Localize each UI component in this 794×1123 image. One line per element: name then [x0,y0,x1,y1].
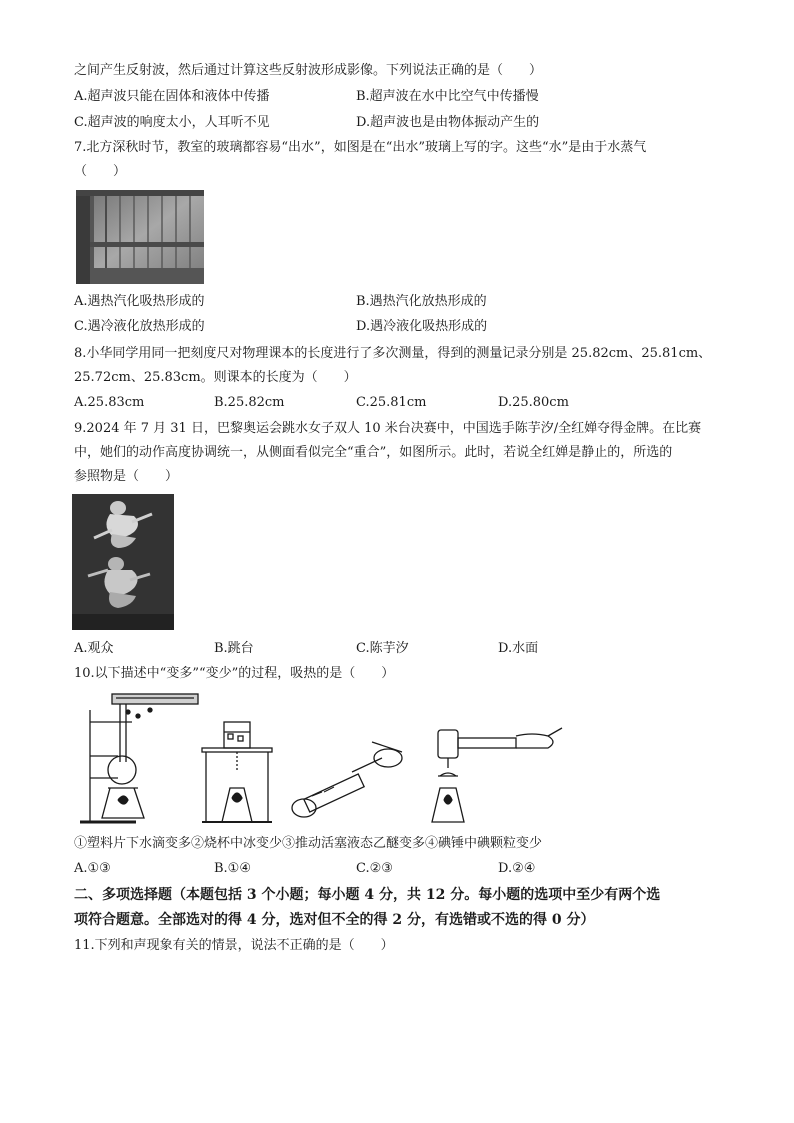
q6-option-c: C.超声波的响度太小，人耳听不见 [74,115,270,130]
q10-option-d: D.②④ [498,861,536,876]
q10-caption: ①塑料片下水滴变多②烧杯中冰变少③推动活塞液态乙醚变多④碘锤中碘颗粒变少 [74,836,543,851]
diagram-3-syringe [292,742,402,817]
diagram-4-iodine-hammer [432,728,562,822]
q7-stem-line1: 7.北方深秋时节，教室的玻璃都容易“出水”，如图是在“出水”玻璃上写的字。这些“水”是由于水蒸气 [74,140,647,155]
q7-window-photo [76,190,204,284]
q9-option-d: D.水面 [498,641,539,656]
q8-option-d: D.25.80cm [498,395,569,410]
q10-option-b: B.①④ [214,861,251,876]
q10-experiment-diagrams [72,692,572,832]
q7-option-c: C.遇冷液化放热形成的 [74,319,205,334]
diagram-2-beaker-lamp [202,722,272,822]
q11-stem: 11.下列和声现象有关的情景，说法不正确的是（ ） [74,938,394,953]
q10-option-a: A.①③ [74,861,111,876]
q8-option-b: B.25.82cm [214,395,285,410]
q7-option-a: A.遇热汽化吸热形成的 [74,294,205,309]
q8-stem-line1: 8.小华同学用同一把刻度尺对物理课本的长度进行了多次测量，得到的测量记录分别是 25.82cm、25.81cm、 [74,346,712,361]
section-2-heading-line2: 项符合题意。全部选对的得 4 分，选对但不全的得 2 分，有选错或不选的得 0 分） [74,912,595,928]
q7-option-d: D.遇冷液化吸热形成的 [356,319,488,334]
q6-option-d: D.超声波也是由物体振动产生的 [356,115,540,130]
q9-stem-line1: 9.2024 年 7 月 31 日，巴黎奥运会跳水女子双人 10 米台决赛中，中国选手陈芋汐/全红婵夺得金牌。在比赛 [74,421,702,436]
q9-diving-photo [72,494,174,630]
q6-stem: 之间产生反射波，然后通过计算这些反射波形成影像。下列说法正确的是（ ） [74,63,543,78]
q6-option-b: B.超声波在水中比空气中传播慢 [356,89,539,104]
q7-stem-line2: （ ） [74,164,127,179]
section-2-heading-line1: 二、多项选择题（本题包括 3 个小题；每小题 4 分，共 12 分。每小题的选项中至少有两个选 [74,887,661,903]
q9-stem-line3: 参照物是（ ） [74,469,179,484]
q9-option-a: A.观众 [74,641,114,656]
q10-stem: 10.以下描述中“变多”“变少”的过程，吸热的是（ ） [74,666,395,681]
q10-option-c: C.②③ [356,861,393,876]
q8-option-c: C.25.81cm [356,395,427,410]
q9-option-b: B.跳台 [214,641,254,656]
q7-option-b: B.遇热汽化放热形成的 [356,294,487,309]
diagram-1-flask-stand [80,694,198,822]
q9-stem-line2: 中，她们的动作高度协调统一，从侧面看似完全“重合”，如图所示。此时，若说全红婵是静止的，所选的 [74,445,673,460]
q8-option-a: A.25.83cm [74,395,145,410]
q9-option-c: C.陈芋汐 [356,641,409,656]
q6-option-a: A.超声波只能在固体和液体中传播 [74,89,270,104]
q8-stem-line2: 25.72cm、25.83cm。则课本的长度为（ ） [74,370,357,385]
